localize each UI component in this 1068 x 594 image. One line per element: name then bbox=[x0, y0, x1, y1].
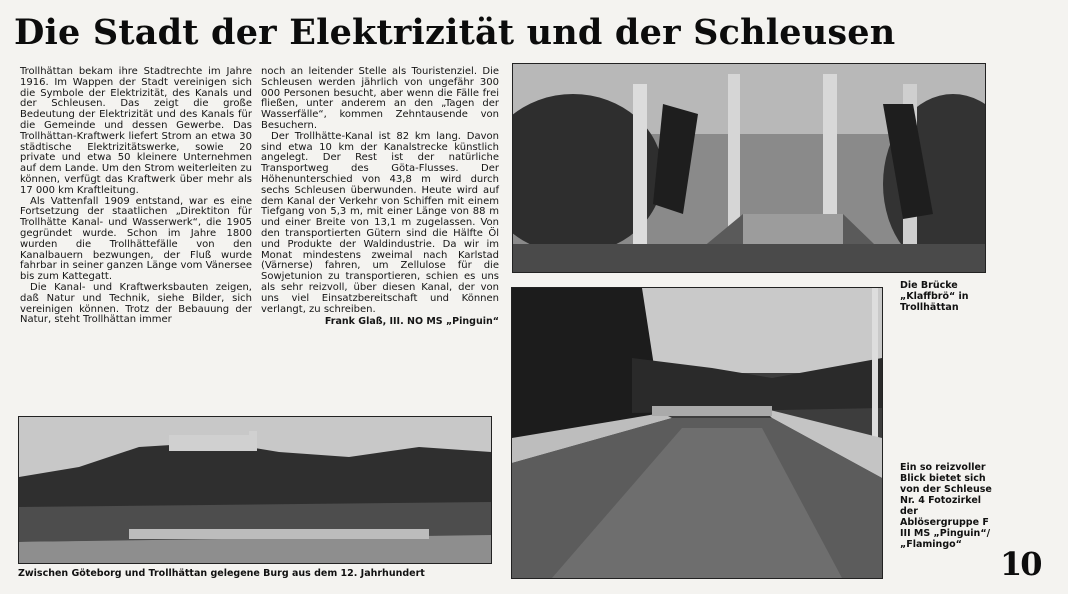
lock-photo-caption: Ein so reizvoller Blick bietet sich von der Schleuse Nr. 4 Fotozirkel der Ablösergruppe F III MS „Pinguin“/ „Flamingo“ bbox=[900, 462, 992, 550]
byline: Frank Glaß, III. NO MS „Pinguin“ bbox=[324, 316, 499, 328]
article-column-2 bbox=[261, 67, 499, 328]
article-paragraph: noch an leitender Stelle als Touristenziel. Die Schleusen werden jährlich von ungefähr 300 000 Personen besucht, aber wenn die Fälle frei fließen, unter anderem an den „Tagen der Wasserfälle“, kommen Zehntausende von Besuchern. bbox=[261, 66, 499, 131]
article-paragraph: Der Trollhätte-Kanal ist 82 km lang. Davon sind etwa 10 km der Kanalstrecke künstlich angelegt. Der Rest ist der natürliche Transportweg des Göta-Flusses. Der Höhenunterschied von 43,8 m wird durch sechs Schleusen überwunden. Heute wird auf dem Kanal der Verkehr von Schiffen mit einem Tiefgang von 5,3 m, mit einer Länge von 88 m und einer Breite von 13,1 m zugelassen. Von den transportierten Gütern sind die Hälfte Öl und Produkte der Waldindustrie. Da wir im Monat mindestens zweimal nach Karlstad (Värnerse) fahren, um Zellulose für die Sowjetunion zu transportieren, schien es uns als sehr reizvoll, über diesen Kanal, der von uns viel Einsatzbereitschaft und Können verlangt, zu schreiben. bbox=[261, 130, 499, 315]
bridge-photo bbox=[512, 63, 986, 273]
page-number: 10 bbox=[1000, 545, 1041, 583]
lock-photo bbox=[511, 287, 883, 579]
article-column-1 bbox=[20, 67, 252, 326]
castle-photo bbox=[18, 416, 492, 564]
bridge-photo-caption: Die Brücke „Klaffbrö“ in Trollhättan bbox=[900, 280, 969, 313]
headline: Die Stadt der Elektrizität und der Schleusen bbox=[14, 12, 896, 53]
article-paragraph: Die Kanal- und Kraftwerksbauten zeigen, daß Natur und Technik, siehe Bilder, sich vereinigen können. Trotz der Bebauung der Natur, steht Trollhättan immer bbox=[20, 281, 252, 326]
article-paragraph: Als Vattenfall 1909 entstand, war es eine Fortsetzung der staatlichen „Direktiton für Trollhätte Kanal- und Wasserwerk“, die 1905 gegründet wurde. Schon im Jahre 1800 wurden die Trollhättefälle von den Kanalbauern bezwungen, der Fluß wurde fahrbar in seiner ganzen Länge vom Vänersee bis zum Kattegatt. bbox=[20, 195, 252, 283]
castle-photo-caption: Zwischen Göteborg und Trollhättan gelegene Burg aus dem 12. Jahrhundert bbox=[18, 568, 425, 579]
article-paragraph: Trollhättan bekam ihre Stadtrechte im Jahre 1916. Im Wappen der Stadt vereinigen sich die Symbole der Elektrizität, des Kanals und der Schleusen. Das zeigt die große Bedeutung der Elektrizität und des Kanals für die Gemeinde und dessen Gewerbe. Das Trollhättan-Kraftwerk liefert Strom an etwa 30 städtische Elektrizitätswerke, sowie 20 private und etwa 50 kleinere Unternehmen auf dem Lande. Um den Strom weiterleiten zu können, verfügt das Kraftwerk über mehr als 17 000 km Kraftleitung. bbox=[20, 66, 252, 196]
